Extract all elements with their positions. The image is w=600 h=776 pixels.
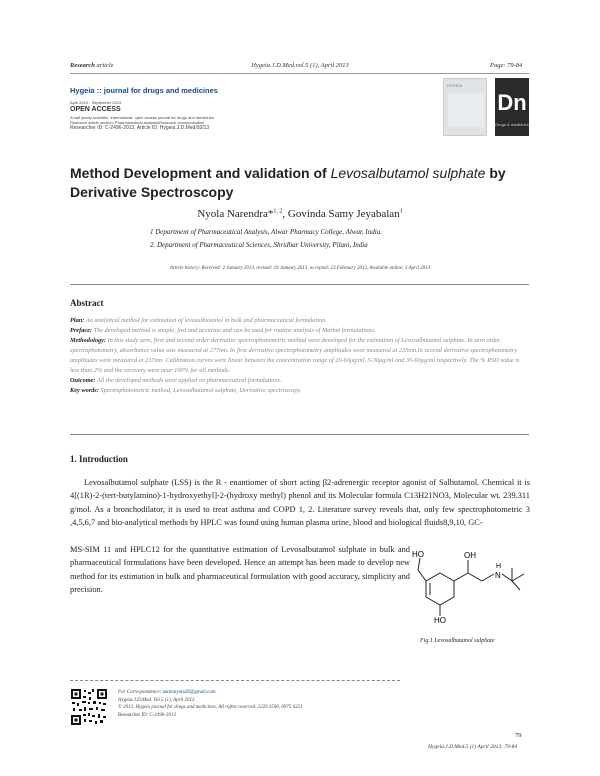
- intro-paragraph-1: Levosalbutamol sulphate (LSS) is the R - enantiomer of short acting β2-adrenergic receptor agonist of Salbutamol. Chemical it is 4[(1R)-2-(tert-butylamino)-1-hydroxyethyl]-2-(hydroxy methyl) phenol and its Molecular formula C13H21NO3, Molecular wt. 239.311 g/mol. As a bronchodilator, it is used to treat asthma and COPD 1, 2. Literature survey reveals that, only few spectrophotometric 3 ,4,5,6,7 and bio-analytical methods by HPLC was found using human plasma urine, blood and biological fluids8,9,10, GC-: [70, 478, 530, 528]
- journal-ids: Researcher ID: C-2496-2013, Article ID: Hygeia.J.D.Med/92/13: [70, 125, 210, 131]
- header-rule: [70, 73, 529, 74]
- abstract-preface: Preface: The developed method is simple, fast and accurate and can be used for routine analysis of Market formulations.: [70, 327, 376, 334]
- journal-desc-1: A half yearly scientific, international, open access journal for drugs and medicines: [70, 115, 214, 120]
- authors: Nyola Narendra*$^{1, 2}$, Govinda Samy Jeyabalan$^1$: [197, 208, 403, 220]
- header-center: Hygeia.J.D.Med.vol.5 (1), April 2013: [251, 62, 349, 69]
- figure-caption: Fig.1 Levosalbutamol sulphate: [420, 638, 495, 644]
- header-left: Research article: [70, 62, 114, 69]
- header-right: Page: 79-84: [490, 62, 523, 69]
- methyl-3: [512, 581, 520, 590]
- cover-label: HYGEIA: [447, 83, 463, 88]
- article-history: Article history: Received: 2 January 2013, revised: 29 January 2013, accepted: 23 February 2013, Available online: 3 April 2013: [169, 266, 431, 271]
- abstract-keywords: Key words: Spectrophotometric method, Levosalbutamol sulphate, Derivative spectroscopy.: [70, 387, 302, 394]
- methyl-2: [512, 574, 524, 581]
- abstract-heading: Abstract: [70, 298, 104, 308]
- abstract-plan: Plan: An analytical method for estimation of levosalbutamol in bulk and pharmaceutical formulation.: [70, 317, 327, 324]
- journal-dates: April 2013 - September 2013: [70, 100, 122, 105]
- label-oh: OH: [464, 551, 476, 560]
- tbutyl-bond: [502, 574, 512, 581]
- journal-logo: [495, 78, 529, 136]
- cover-image-area: [448, 93, 484, 127]
- label-ho-top: HO: [412, 550, 424, 559]
- author-2: Govinda Samy Jeyabalan: [287, 208, 400, 220]
- footer-copyright: © 2013, Hygeia journal for drugs and medicines, All rights reserved. 2229 3590, 0975 6221: [118, 705, 303, 710]
- footer-journal-line: Hygeia.J.D.Med. Vol.5 (1), April 2013: [118, 697, 195, 703]
- ch2-bond: [418, 570, 426, 581]
- page-number: 79: [515, 732, 522, 739]
- logo-subtext: Drugs & medicines: [495, 122, 529, 127]
- journal-cover-image: [443, 78, 487, 136]
- page-footer: Hygeia.J.D.Med.5 (1) April 2013; 79-84: [428, 744, 518, 750]
- chain-bond-2: [468, 573, 482, 581]
- article-title: Method Development and validation of Levosalbutamol sulphate by Derivative Spectroscopy: [70, 165, 506, 200]
- chemical-structure-figure: [410, 548, 530, 623]
- affiliation-2: 2. Department of Pharmaceutical Sciences, Shridhar University, Pilani, India: [150, 241, 368, 249]
- affiliation-1: 1 Department of Pharmaceutical Analysis, Alwar Pharmacy College, Alwar, India.: [150, 228, 382, 236]
- chain-bond-3: [482, 574, 494, 581]
- journal-desc-2: Research article section: Pharmaceutical analysis/Research communication: [70, 120, 205, 125]
- section-heading-introduction: 1. Introduction: [70, 454, 128, 464]
- label-ho-bottom: HO: [434, 616, 446, 623]
- qr-code-icon: [70, 688, 108, 726]
- abstract-methodology: Methodology: In this study zero, first and second order derivative spectrophotometric method were developed for the estimation of Levosalbutamol sulphate. In zero order spectrophotometry, absorbance value was measured at 277nm. In first derivative spectrophotometry amplitudes were measured at 235nm.In second derivative spectrophotometry amplitudes were measured at 237nm. Calibration curves were linear between the concentration range of 20-60μg/ml, 5-30μg/ml and 35-60μg/ml respectively. The % RSD value is less than 2% and the recovery were near 100% for all methods.: [70, 337, 520, 374]
- abstract-body: [70, 316, 530, 396]
- correspondence-block: For Correspondence: narennyola28@gmail.com Hygeia.J.D.Med. Vol.5 (1), April 2013 © 2013, Hygeia journal for drugs and medicines, All rights reserved. 2229 3590, 0975 6221 Researcher ID: C-2496-2013: [118, 690, 303, 718]
- journal-name[interactable]: Hygeia :: journal for drugs and medicines: [70, 86, 218, 95]
- open-access-label: OPEN ACCESS: [70, 106, 121, 113]
- label-h: H: [496, 563, 502, 570]
- intro-paragraph-2: MS-SIM 11 and HPLC12 for the quantitative estimation of Levosalbutamol sulphate in bulk and pharmaceutical formulations have been developed. Hence an attempt has been made to develop new method for its estimation in bulk and pharmaceutical formulation with good accuracy, simplicity and precision.: [70, 545, 410, 595]
- label-n: N: [495, 571, 501, 580]
- chain-bond-1: [454, 573, 468, 581]
- abstract-outcome: Outcome: All the developed methods were applied on pharmaceutical formulations.: [70, 377, 282, 384]
- abstract-bottom-rule: [70, 434, 529, 435]
- abstract-top-rule: [70, 284, 529, 285]
- correspondence-email-link[interactable]: narennyola28@gmail.com: [162, 690, 216, 695]
- footer-researcher-id: Researcher ID: C-2496-2013: [118, 712, 177, 718]
- ch2oh-bond: [418, 558, 420, 570]
- logo-text: Dn: [497, 90, 527, 115]
- author-1: Nyola Narendra*: [197, 208, 274, 220]
- footnote-rule: [70, 680, 400, 681]
